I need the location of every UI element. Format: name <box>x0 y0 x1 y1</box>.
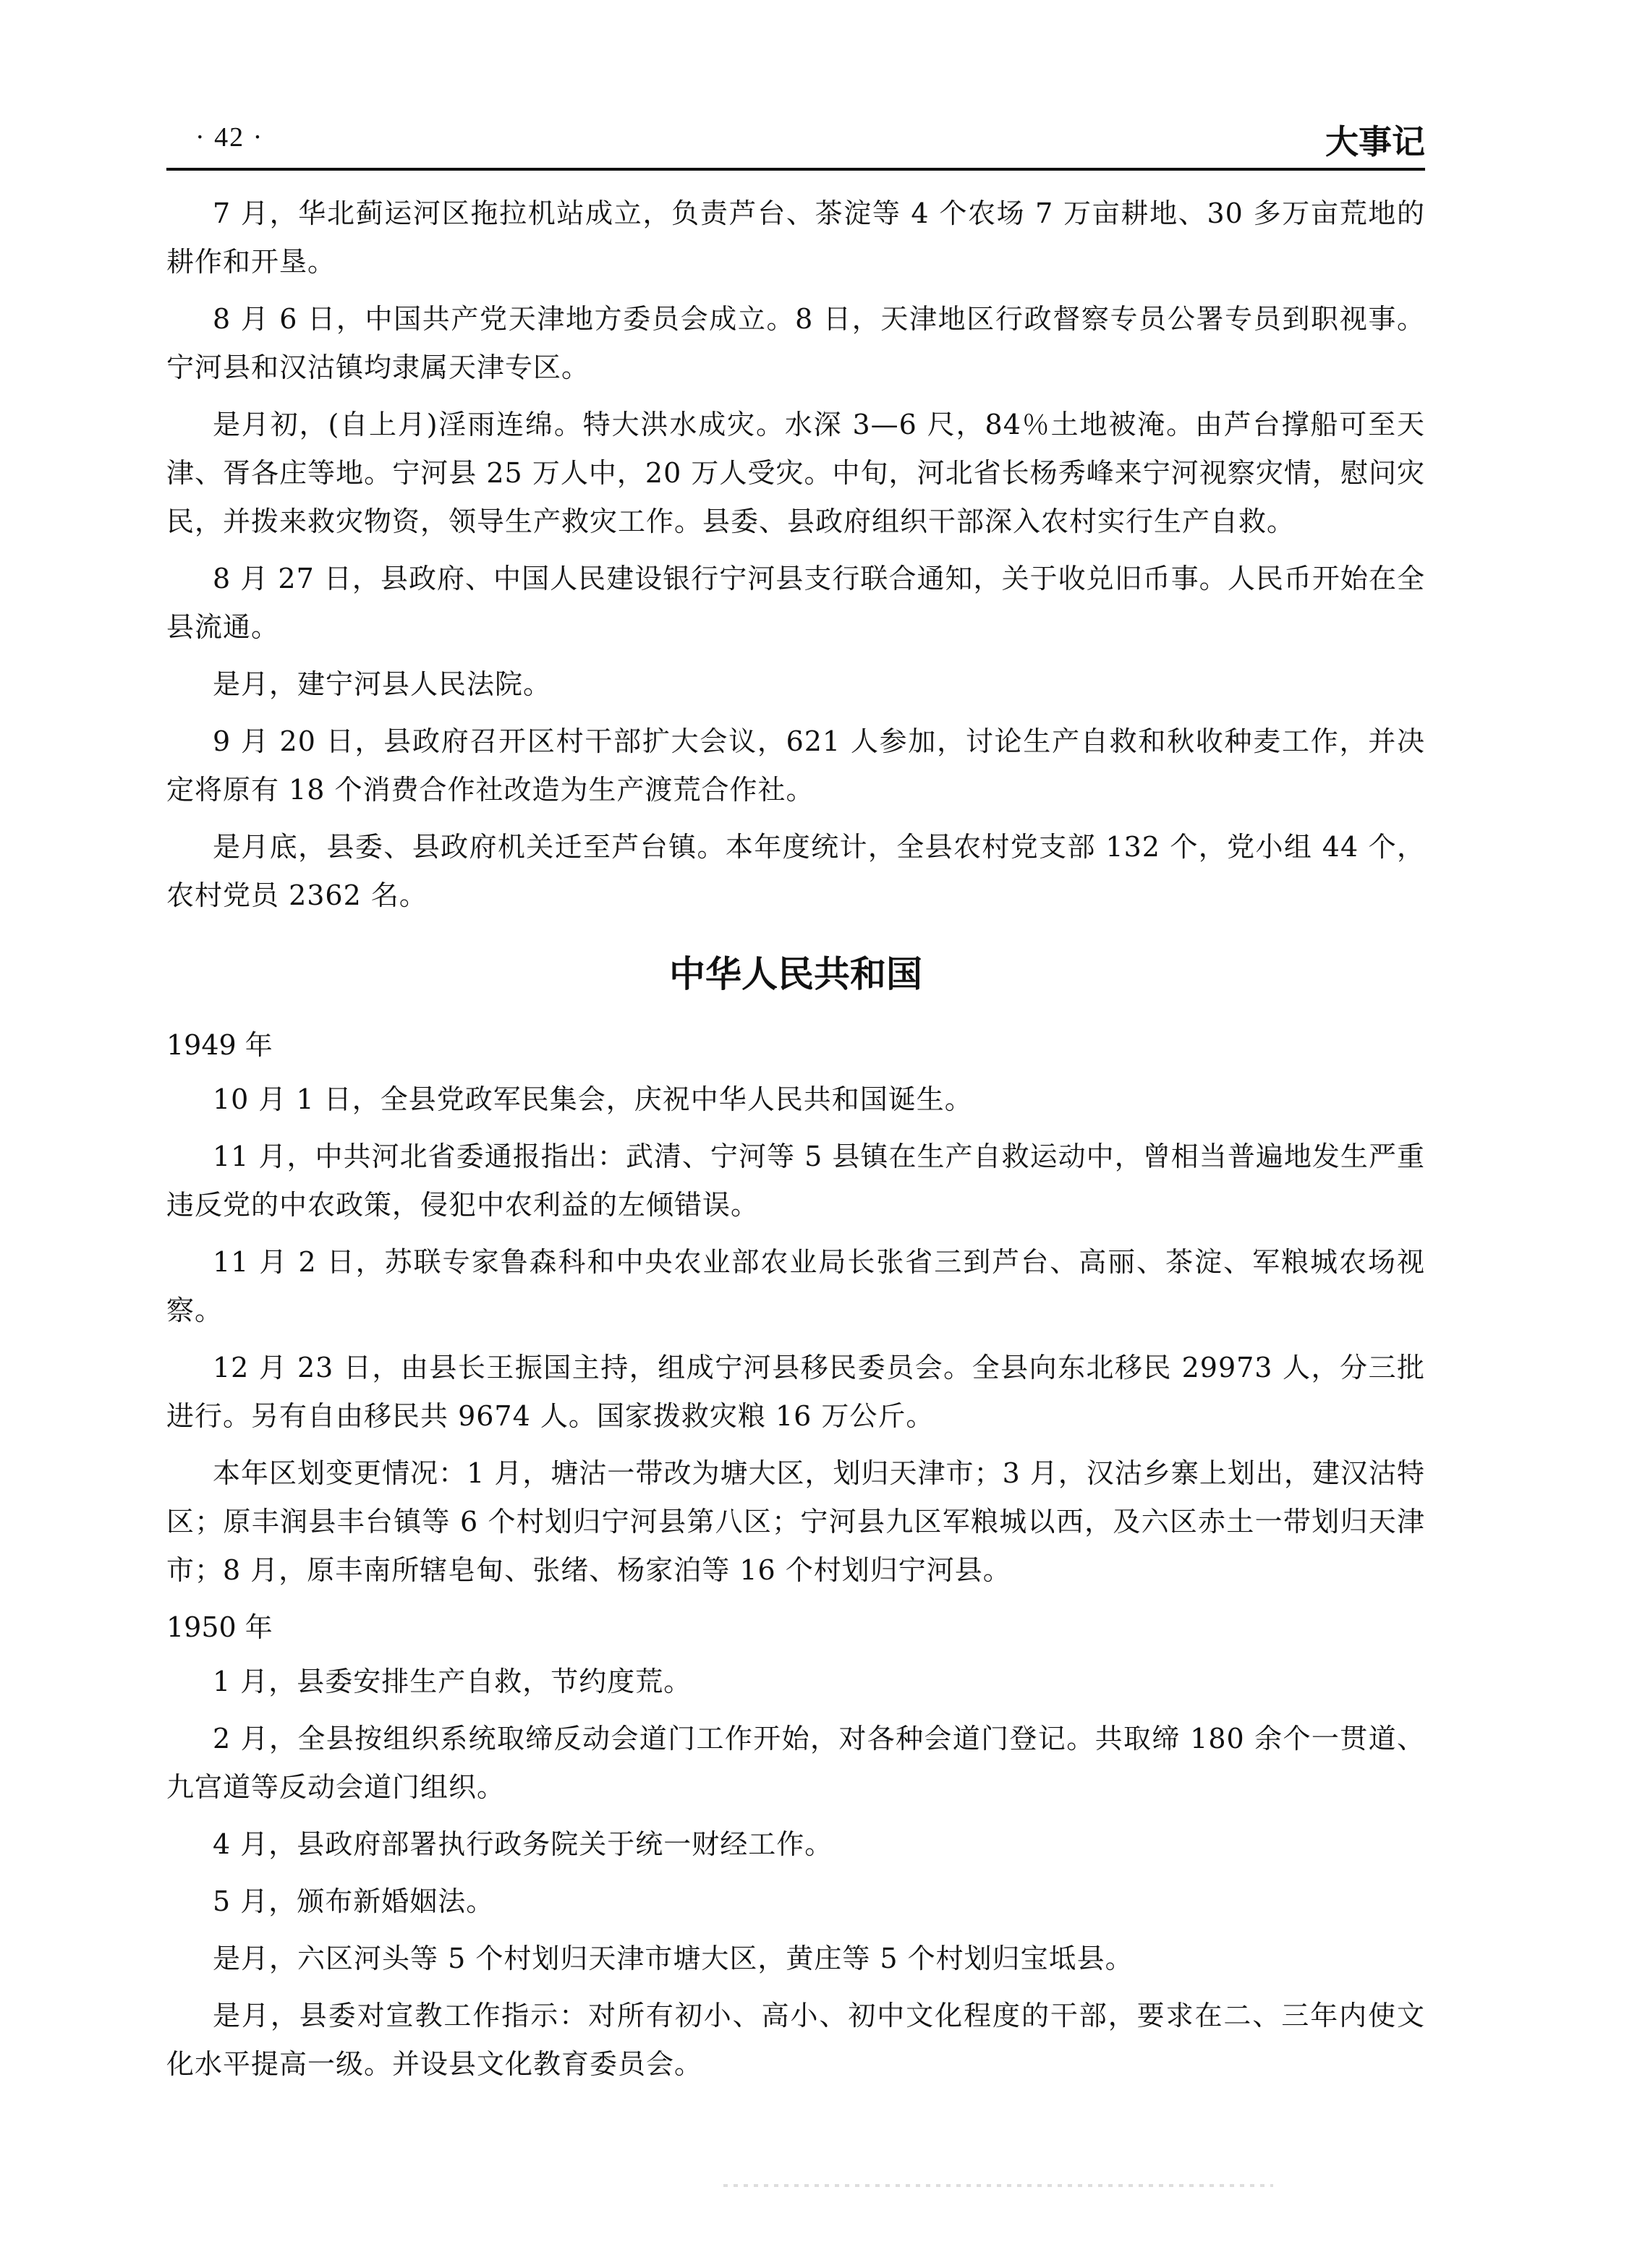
paragraph: 11 月 2 日，苏联专家鲁森科和中央农业部农业局长张省三到芦台、高丽、茶淀、军粮城农场视察。 <box>166 1246 1425 1326</box>
paragraph: 是月，六区河头等 5 个村划归天津市塘大区，黄庄等 5 个村划归宝坻县。 <box>213 1943 1134 1974</box>
paragraph: 是月，县委对宣教工作指示：对所有初小、高小、初中文化程度的干部，要求在二、三年内使文化水平提高一级。并设县文化教育委员会。 <box>166 2000 1425 2080</box>
paragraph: 4 月，县政府部署执行政务院关于统一财经工作。 <box>213 1828 833 1860</box>
paragraph: 8 月 27 日，县政府、中国人民建设银行宁河县支行联合通知，关于收兑旧币事。人民币开始在全县流通。 <box>166 563 1425 643</box>
page-number: · 42 · <box>195 122 264 153</box>
header-divider <box>166 168 1425 171</box>
paragraph: 5 月，颁布新婚姻法。 <box>213 1885 495 1917</box>
paragraph: 11 月，中共河北省委通报指出：武清、宁河等 5 县镇在生产自救运动中，曾相当普遍地发生严重违反党的中农政策，侵犯中农利益的左倾错误。 <box>166 1141 1425 1221</box>
page-body <box>166 189 1425 2097</box>
paragraph: 12 月 23 日，由县长王振国主持，组成宁河县移民委员会。全县向东北移民 29973 人，分三批进行。另有自由移民共 9674 人。国家拨救灾粮 16 万公斤。 <box>166 1352 1425 1432</box>
scan-artifact <box>723 2184 1273 2187</box>
paragraph: 9 月 20 日，县政府召开区村干部扩大会议，621 人参加，讨论生产自救和秋收种麦工作，并决定将原有 18 个消费合作社改造为生产渡荒合作社。 <box>166 725 1425 806</box>
paragraph: 7 月，华北蓟运河区拖拉机站成立，负责芦台、茶淀等 4 个农场 7 万亩耕地、30 多万亩荒地的耕作和开垦。 <box>166 197 1425 278</box>
paragraph: 10 月 1 日，全县党政军民集会，庆祝中华人民共和国诞生。 <box>213 1083 973 1115</box>
paragraph: 是月，建宁河县人民法院。 <box>213 668 552 700</box>
paragraph: 是月底，县委、县政府机关迁至芦台镇。本年度统计，全县农村党支部 132 个，党小组 44 个，农村党员 2362 名。 <box>166 831 1425 911</box>
running-section-title: 大事记 <box>1325 122 1425 161</box>
paragraph: 8 月 6 日，中国共产党天津地方委员会成立。8 日，天津地区行政督察专员公署专员到职视事。宁河县和汉沽镇均隶属天津专区。 <box>166 303 1425 383</box>
paragraph: 1 月，县委安排生产自救，节约度荒。 <box>213 1666 692 1697</box>
paragraph: 2 月，全县按组织系统取缔反动会道门工作开始，对各种会道门登记。共取缔 180 余个一贯道、九宫道等反动会道门组织。 <box>166 1723 1425 1803</box>
page-header <box>166 116 1425 166</box>
section-heading: 中华人民共和国 <box>669 953 922 995</box>
year-heading-1950: 1950 年 <box>166 1611 273 1643</box>
year-heading-1949: 1949 年 <box>166 1029 273 1061</box>
paragraph: 是月初，(自上月)淫雨连绵。特大洪水成灾。水深 3—6 尺，84％土地被淹。由芦台撑船可至天津、胥各庄等地。宁河县 25 万人中，20 万人受灾。中旬，河北省长杨秀峰来宁河视察灾情，慰问灾民，并拨来救灾物资，领导生产救灾工作。县委、县政府组织干部深入农村实行生产自救。 <box>166 409 1425 537</box>
paragraph: 本年区划变更情况：1 月，塘沽一带改为塘大区，划归天津市；3 月，汉沽乡寨上划出，建汉沽特区；原丰润县丰台镇等 6 个村划归宁河县第八区；宁河县九区军粮城以西，及六区赤土一带划归天津市；8 月，原丰南所辖皂甸、张绪、杨家泊等 16 个村划归宁河县。 <box>166 1457 1425 1586</box>
